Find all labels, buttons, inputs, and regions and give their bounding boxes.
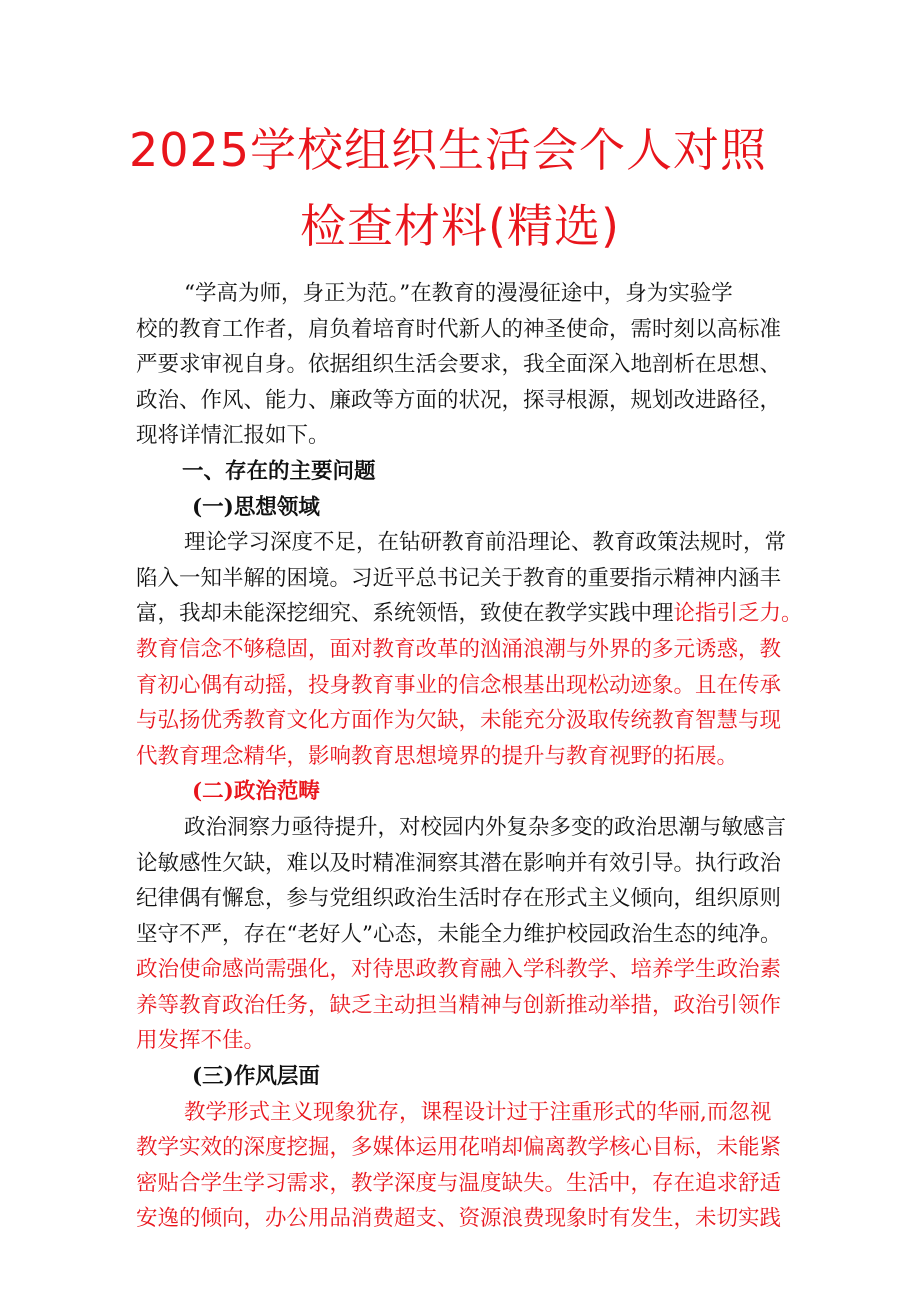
document-title-line-1: 2025学校组织生活会个人对照 <box>128 123 768 177</box>
intro-line: 严要求审视自身。依据组织生活会要求，我全面深入地剖析在思想、 <box>136 352 782 378</box>
paragraph-line <box>136 1166 786 1202</box>
intro-line: “学高为师，身正为范。”在教育的漫漫征途中，身为实验学 <box>184 281 733 306</box>
black-text: 坚守不严，存在“老好人”心态，未能全力维护校园政治生态的纯净。 <box>136 921 782 947</box>
red-text: 用发挥不佳。 <box>136 1028 266 1054</box>
paragraph-line <box>136 1130 786 1166</box>
red-text: 教育信念不够稳固，面对教育改革的汹涌浪潮与外界的多元诱惑，教 <box>136 636 782 662</box>
paragraph-line <box>136 917 786 953</box>
paragraph-line <box>136 632 786 668</box>
section-heading: 一、存在的主要问题 <box>182 458 376 484</box>
paragraph-line <box>136 525 786 561</box>
red-text: 论指引乏力。 <box>673 601 803 627</box>
subsection-heading: (一)思想领域 <box>192 494 320 520</box>
subsection-heading: (三)作风层面 <box>192 1064 320 1090</box>
paragraph-line <box>136 596 803 632</box>
intro-line: 现将详情汇报如下。 <box>136 423 330 449</box>
paragraph-line <box>136 703 786 739</box>
paragraph-line <box>136 810 786 846</box>
paragraph-line <box>136 1201 786 1237</box>
black-text: 论敏感性欠缺，难以及时精准洞察其潜在影响并有效引导。执行政治 <box>136 850 782 876</box>
paragraph-line <box>136 1095 786 1131</box>
red-text: 代教育理念精华，影响教育思想境界的提升与教育视野的拓展。 <box>136 743 739 769</box>
red-text: 育初心偶有动摇，投身教育事业的信念根基出现松动迹象。且在传承 <box>136 672 782 698</box>
black-text: 富，我却未能深挖细究、系统领悟，致使在教学实践中理 <box>136 601 674 627</box>
sub3-paragraph <box>136 1095 786 1237</box>
black-text: 理论学习深度不足，在钻研教育前沿理论、教育政策法规时，常 <box>184 530 787 556</box>
red-text: 密贴合学生学习需求，教学深度与温度缺失。生活中，存在追求舒适 <box>136 1170 782 1196</box>
paragraph-line <box>136 739 786 775</box>
intro-line: 校的教育工作者，肩负着培育时代新人的神圣使命，需时刻以高标准 <box>136 316 782 342</box>
paragraph-line <box>136 561 786 597</box>
sub2-paragraph <box>136 810 786 1059</box>
red-text: 安逸的倾向，办公用品消费超支、资源浪费现象时有发生，未切实践 <box>136 1206 782 1232</box>
red-text: 教学形式主义现象犹存，课程设计过于注重形式的华丽,而忽视 <box>184 1099 772 1125</box>
black-text: 政治洞察力亟待提升，对校园内外复杂多变的政治思潮与敏感言 <box>184 814 787 840</box>
intro-line: 政治、作风、能力、廉政等方面的状况，探寻根源，规划改进路径， <box>136 387 782 413</box>
black-text: 纪律偶有懈怠，参与党组织政治生活时存在形式主义倾向，组织原则 <box>136 886 782 912</box>
intro-paragraph <box>136 276 786 454</box>
paragraph-line <box>136 846 786 882</box>
red-text: 政治使命感尚需强化，对待思政教育融入学科教学、培养学生政治素 <box>136 957 782 983</box>
red-text: 养等教育政治任务，缺乏主动担当精神与创新推动举措，政治引领作 <box>136 992 782 1018</box>
document-body <box>136 276 803 1237</box>
sub1-paragraph <box>136 525 803 774</box>
red-text: 教学实效的深度挖掘，多媒体运用花哨却偏离教学核心目标，未能紧 <box>136 1135 782 1161</box>
paragraph-line <box>136 881 786 917</box>
black-text: 陷入一知半解的困境。习近平总书记关于教育的重要指示精神内涵丰 <box>136 565 782 591</box>
paragraph-line <box>136 952 786 988</box>
document-title-line-2: 检查材料(精选) <box>300 199 620 253</box>
red-text: 与弘扬优秀教育文化方面作为欠缺，未能充分汲取传统教育智慧与现 <box>136 708 782 734</box>
paragraph-line <box>136 1023 786 1059</box>
paragraph-line <box>136 668 786 704</box>
subsection-heading: (二)政治范畴 <box>192 779 320 805</box>
paragraph-line <box>136 988 786 1024</box>
